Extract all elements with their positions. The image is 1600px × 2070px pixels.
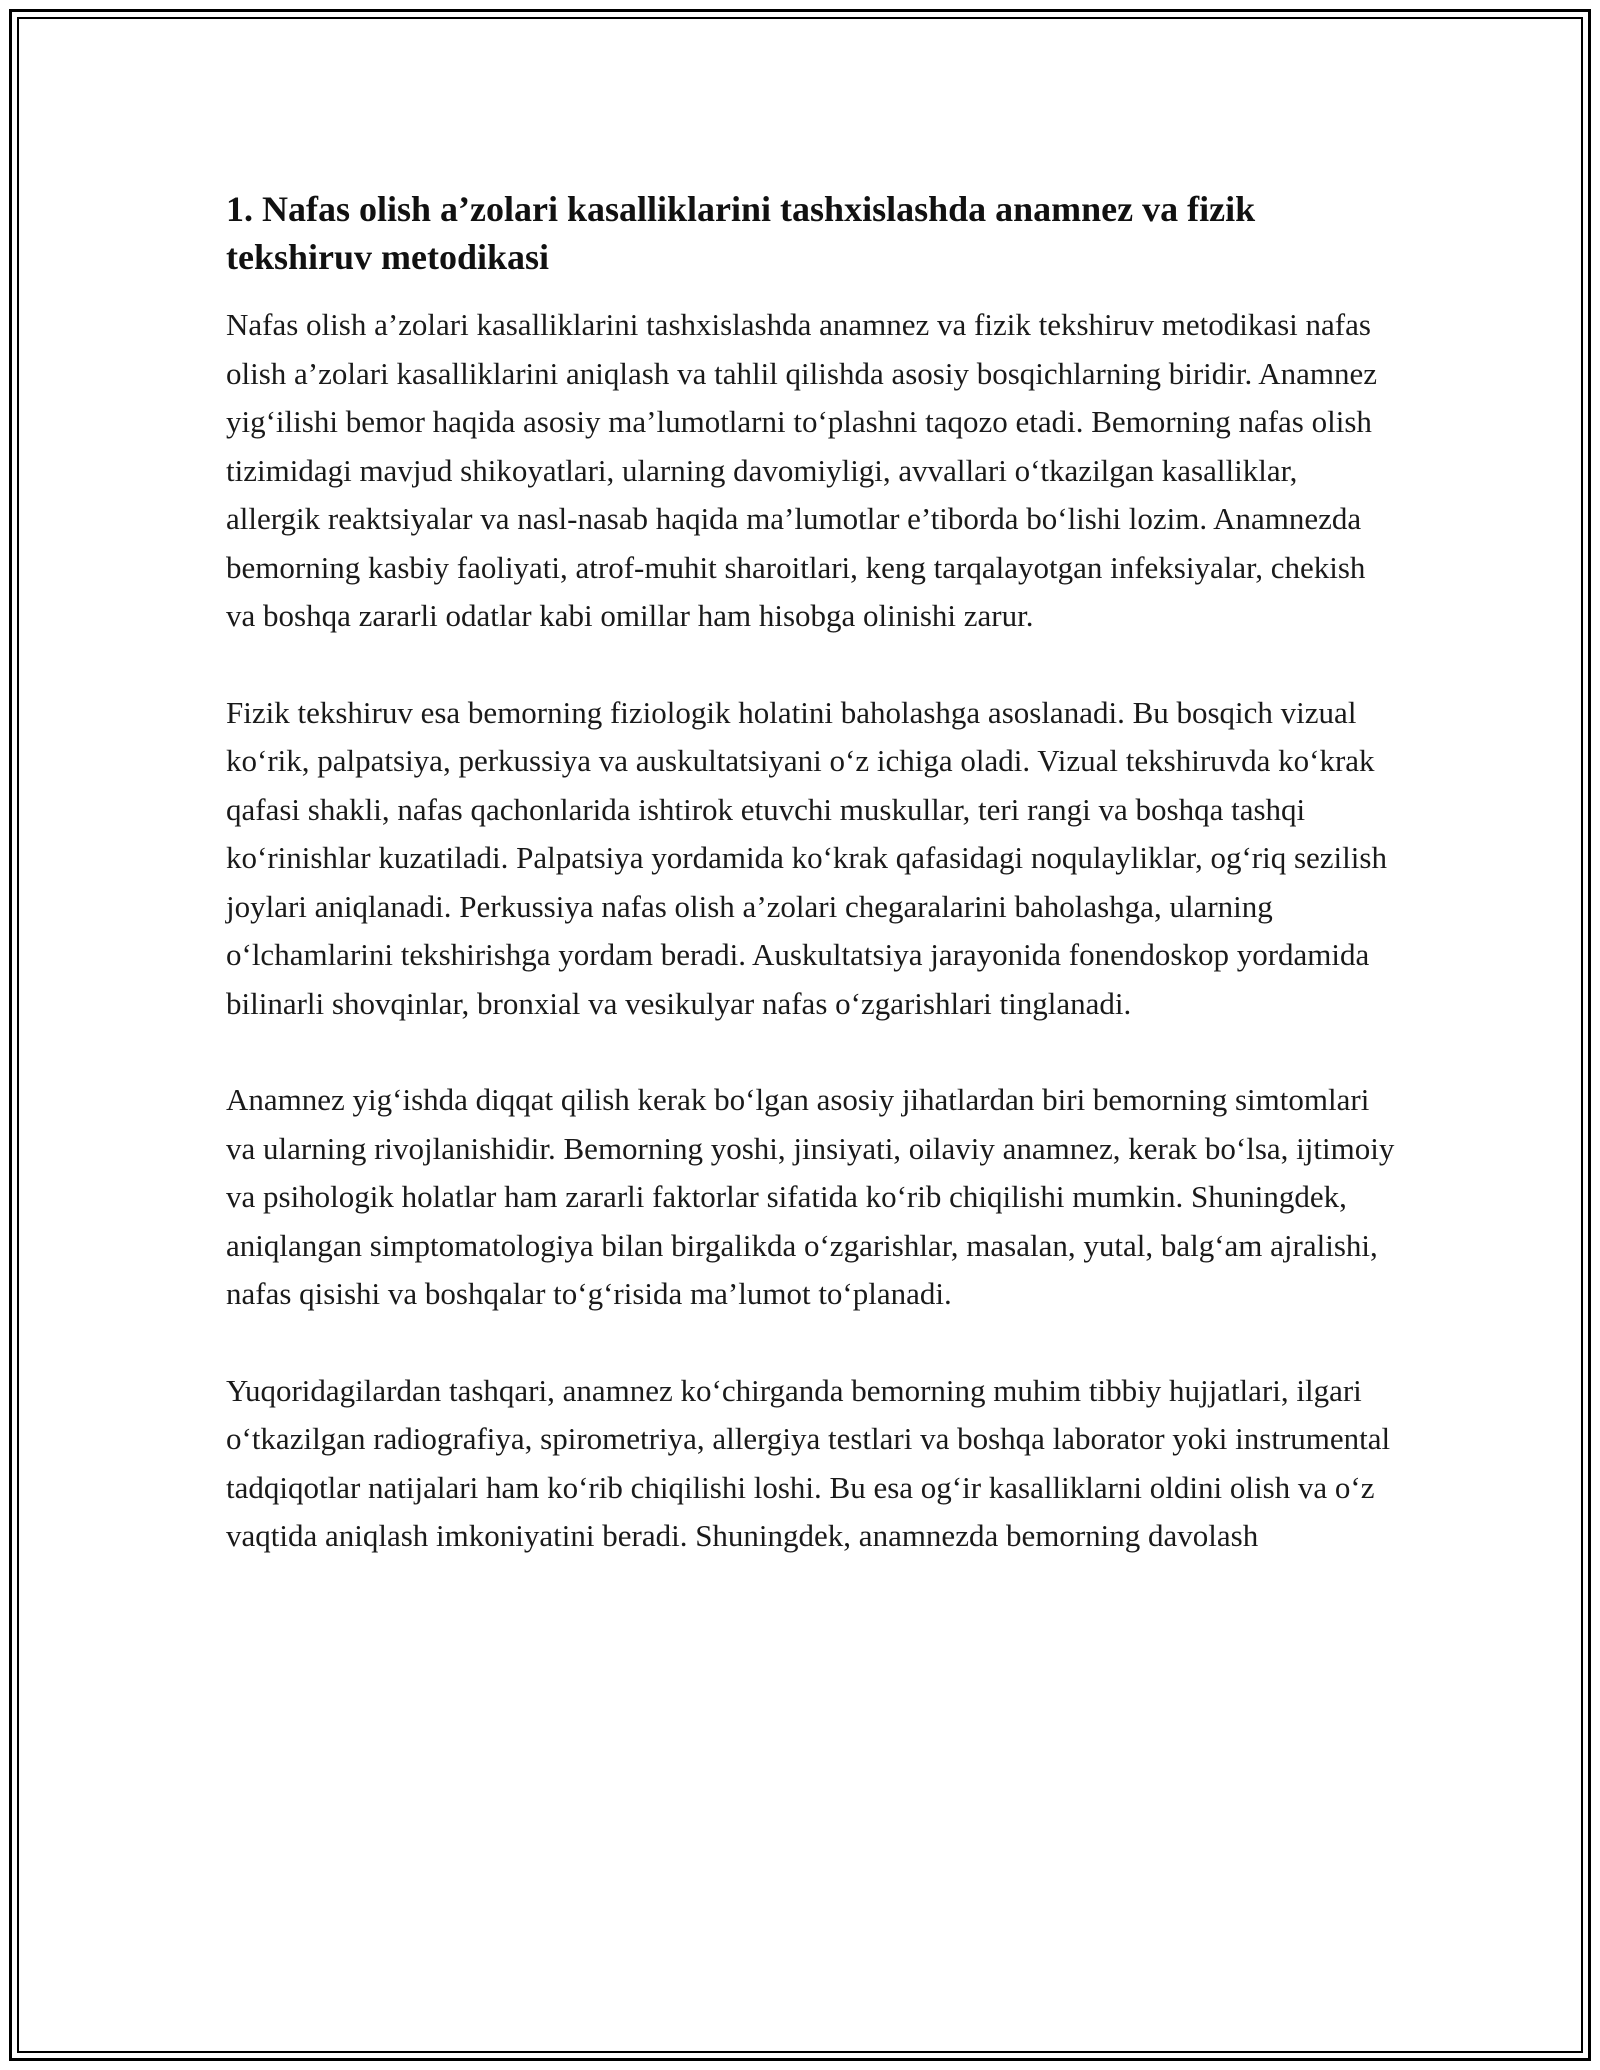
paragraph-4: Yuqoridagilardan tashqari, anamnez ko‘chirganda bemorning muhim tibbiy hujjatlari, ilgari o‘tkazilgan radiografiya, spirometriya, allergiya testlari va boshqa laborator yoki instrumental tadqiqotlar natijalari ham ko‘rib chiqilishi loshi. Bu esa og‘ir kasalliklarni oldini olish va o‘z vaqtida aniqlash imkoniyatini beradi. Shuningdek, anamnezda bemorning davolash — [226, 1372, 1391, 1553]
paragraph-2: Fizik tekshiruv esa bemorning fiziologik holatini baholashga asoslanadi. Bu bosqich vizual ko‘rik, palpatsiya, perkussiya va auskultatsiyani o‘z ichiga oladi. Vizual tekshiruvda ko‘krak qafasi shakli, nafas qachonlarida ishtirok etuvchi muskullar, teri rangi va boshqa tashqi ko‘rinishlar kuzatiladi. Palpatsiya yordamida ko‘krak qafasidagi noqulayliklar, og‘riq sezilish joylari aniqlanadi. Perkussiya nafas olish a’zolari chegaralarini baholashga, ularning o‘lchamlarini tekshirishga yordam beradi. Auskultatsiya jarayonida fonendoskop yordamida bilinarli shovqinlar, bronxial va vesikulyar nafas o‘zgarishlari tinglanadi. — [226, 694, 1387, 1021]
section-heading: 1. Nafas olish a’zolari kasalliklarini tashxislashda anamnez va fizik tekshiruv metodikasi — [226, 189, 1256, 277]
paragraph-3: Anamnez yig‘ishda diqqat qilish kerak bo‘lgan asosiy jihatlardan biri bemorning simtomlari va ularning rivojlanishidir. Bemorning yoshi, jinsiyati, oilaviy anamnez, kerak bo‘lsa, ijtimoiy va psihologik holatlar ham zararli faktorlar sifatida ko‘rib chiqilishi mumkin. Shuningdek, aniqlangan simptomatologiya bilan birgalikda o‘zgarishlar, masalan, yutal, balg‘am ajralishi, nafas qisishi va boshqalar to‘g‘risida ma’lumot to‘planadi. — [226, 1082, 1395, 1311]
paragraph-1: Nafas olish a’zolari kasalliklarini tashxislashda anamnez va fizik tekshiruv metodikasi nafas olish a’zolari kasalliklarini aniqlash va tahlil qilishda asosiy bosqichlarning biridir. Anamnez yig‘ilishi bemor haqida asosiy ma’lumotlarni to‘plashni taqozo etadi. Bemorning nafas olish tizimidagi mavjud shikoyatlari, ularning davomiyligi, avvallari o‘tkazilgan kasalliklar, allergik reaktsiyalar va nasl-nasab haqida ma’lumotlar e’tiborda bo‘lishi lozim. Anamnezda bemorning kasbiy faoliyati, atrof-muhit sharoitlari, keng tarqalayotgan infeksiyalar, chekish va boshqa zararli odatlar kabi omillar ham hisobga olinishi zarur. — [226, 307, 1378, 633]
document-body — [226, 185, 1396, 1609]
